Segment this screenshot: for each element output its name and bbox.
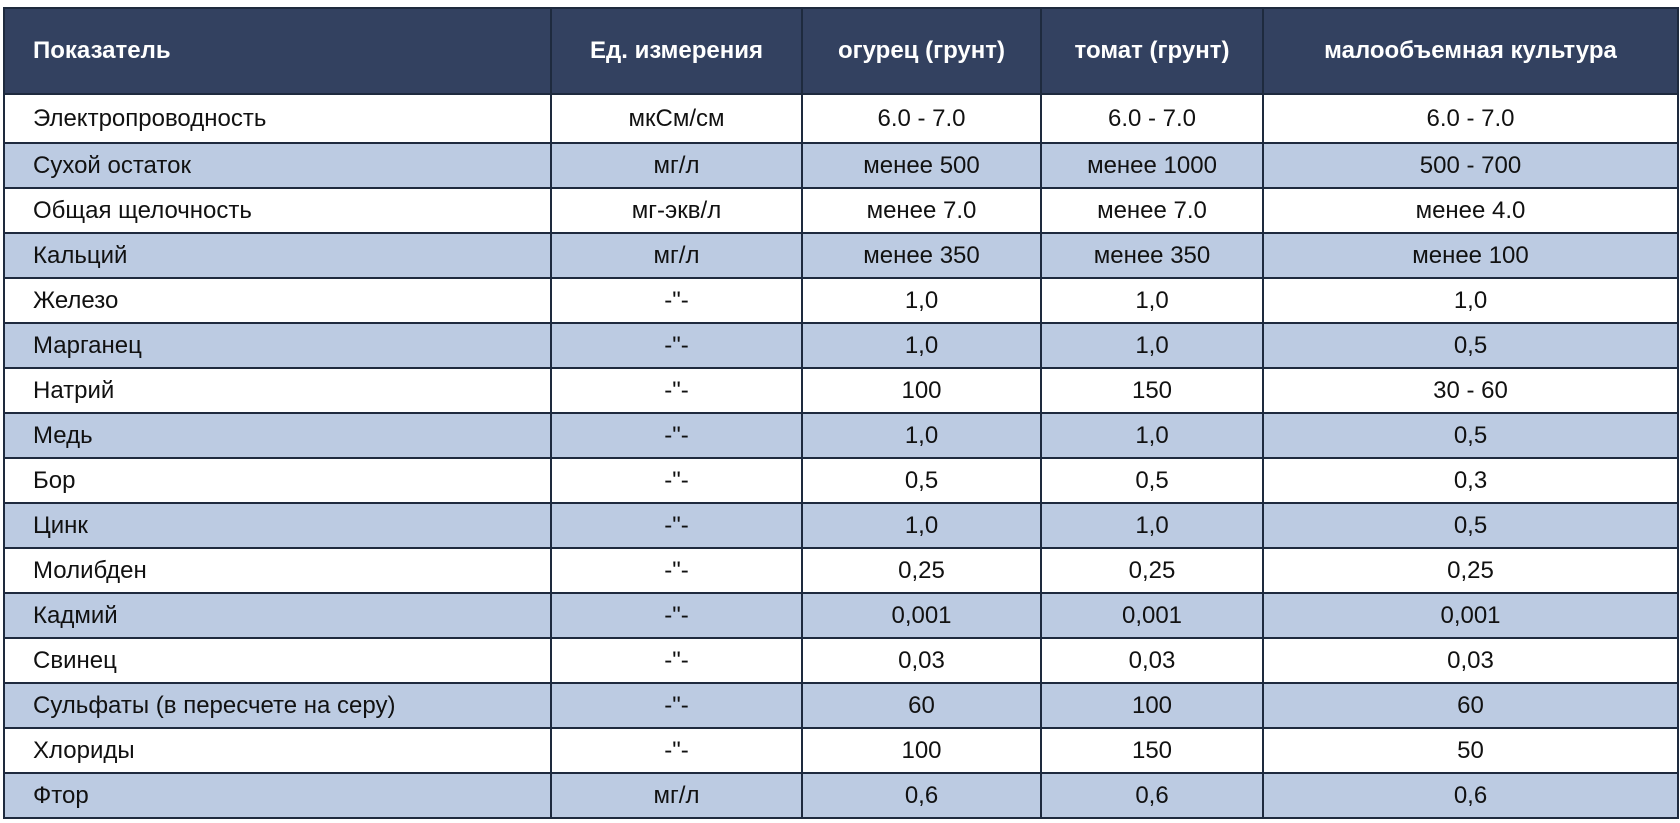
cell-indicator: Железо — [4, 278, 551, 323]
cell-unit: -"- — [551, 323, 802, 368]
cell-tomato: 1,0 — [1041, 413, 1263, 458]
cell-unit: мг/л — [551, 773, 802, 818]
column-header-unit: Ед. измерения — [551, 8, 802, 94]
cell-tomato: 150 — [1041, 728, 1263, 773]
cell-low-volume: 1,0 — [1263, 278, 1678, 323]
cell-indicator: Медь — [4, 413, 551, 458]
cell-indicator: Кадмий — [4, 593, 551, 638]
cell-indicator: Хлориды — [4, 728, 551, 773]
cell-tomato: 0,03 — [1041, 638, 1263, 683]
cell-low-volume: 50 — [1263, 728, 1678, 773]
header-row — [4, 8, 1678, 94]
cell-low-volume: менее 100 — [1263, 233, 1678, 278]
column-header-low-volume: малообъемная культура — [1263, 8, 1678, 94]
cell-indicator: Электропроводность — [4, 94, 551, 143]
cell-indicator: Молибден — [4, 548, 551, 593]
cell-cucumber: 1,0 — [802, 278, 1041, 323]
cell-indicator: Свинец — [4, 638, 551, 683]
cell-tomato: 1,0 — [1041, 278, 1263, 323]
cell-cucumber: 100 — [802, 368, 1041, 413]
cell-low-volume: 30 - 60 — [1263, 368, 1678, 413]
cell-cucumber: 0,5 — [802, 458, 1041, 503]
cell-low-volume: 0,5 — [1263, 323, 1678, 368]
table-row — [4, 368, 1678, 413]
cell-unit: мг/л — [551, 143, 802, 188]
table-row — [4, 413, 1678, 458]
cell-cucumber: 0,25 — [802, 548, 1041, 593]
cell-tomato: 0,001 — [1041, 593, 1263, 638]
table-header — [4, 8, 1678, 94]
cell-low-volume: 0,25 — [1263, 548, 1678, 593]
cell-low-volume: 0,5 — [1263, 413, 1678, 458]
cell-unit: -"- — [551, 728, 802, 773]
cell-indicator: Общая щелочность — [4, 188, 551, 233]
cell-low-volume: 0,6 — [1263, 773, 1678, 818]
cell-tomato: менее 1000 — [1041, 143, 1263, 188]
cell-low-volume: 0,001 — [1263, 593, 1678, 638]
cell-cucumber: менее 7.0 — [802, 188, 1041, 233]
table-row — [4, 233, 1678, 278]
table-row — [4, 683, 1678, 728]
table-row — [4, 458, 1678, 503]
cell-unit: мг-экв/л — [551, 188, 802, 233]
cell-low-volume: менее 4.0 — [1263, 188, 1678, 233]
cell-unit: -"- — [551, 503, 802, 548]
cell-unit: -"- — [551, 368, 802, 413]
cell-unit: -"- — [551, 683, 802, 728]
cell-indicator: Бор — [4, 458, 551, 503]
cell-unit: -"- — [551, 458, 802, 503]
cell-indicator: Цинк — [4, 503, 551, 548]
table-body — [4, 94, 1678, 818]
cell-cucumber: 1,0 — [802, 413, 1041, 458]
cell-low-volume: 60 — [1263, 683, 1678, 728]
cell-indicator: Кальций — [4, 233, 551, 278]
table-row — [4, 188, 1678, 233]
cell-low-volume: 0,5 — [1263, 503, 1678, 548]
cell-low-volume: 0,3 — [1263, 458, 1678, 503]
table-row — [4, 593, 1678, 638]
cell-cucumber: 0,03 — [802, 638, 1041, 683]
cell-cucumber: менее 350 — [802, 233, 1041, 278]
cell-cucumber: 1,0 — [802, 323, 1041, 368]
table-row — [4, 278, 1678, 323]
cell-indicator: Сухой остаток — [4, 143, 551, 188]
cell-cucumber: 6.0 - 7.0 — [802, 94, 1041, 143]
cell-unit: -"- — [551, 548, 802, 593]
cell-tomato: 0,6 — [1041, 773, 1263, 818]
cell-cucumber: 0,6 — [802, 773, 1041, 818]
table-row — [4, 728, 1678, 773]
cell-tomato: 6.0 - 7.0 — [1041, 94, 1263, 143]
cell-low-volume: 0,03 — [1263, 638, 1678, 683]
cell-tomato: менее 7.0 — [1041, 188, 1263, 233]
cell-unit: -"- — [551, 593, 802, 638]
cell-cucumber: 1,0 — [802, 503, 1041, 548]
cell-unit: мкСм/см — [551, 94, 802, 143]
cell-tomato: 100 — [1041, 683, 1263, 728]
cell-tomato: менее 350 — [1041, 233, 1263, 278]
table-row — [4, 503, 1678, 548]
cell-low-volume: 6.0 - 7.0 — [1263, 94, 1678, 143]
table-row — [4, 548, 1678, 593]
cell-low-volume: 500 - 700 — [1263, 143, 1678, 188]
cell-indicator: Сульфаты (в пересчете на серу) — [4, 683, 551, 728]
water-quality-table-container — [3, 7, 1677, 819]
table-row — [4, 638, 1678, 683]
cell-cucumber: менее 500 — [802, 143, 1041, 188]
cell-indicator: Марганец — [4, 323, 551, 368]
cell-tomato: 0,5 — [1041, 458, 1263, 503]
cell-cucumber: 60 — [802, 683, 1041, 728]
cell-cucumber: 100 — [802, 728, 1041, 773]
table-row — [4, 323, 1678, 368]
table-row — [4, 94, 1678, 143]
table-row — [4, 773, 1678, 818]
column-header-cucumber: огурец (грунт) — [802, 8, 1041, 94]
cell-tomato: 150 — [1041, 368, 1263, 413]
cell-tomato: 1,0 — [1041, 503, 1263, 548]
cell-tomato: 0,25 — [1041, 548, 1263, 593]
column-header-tomato: томат (грунт) — [1041, 8, 1263, 94]
cell-indicator: Натрий — [4, 368, 551, 413]
water-quality-table — [3, 7, 1679, 819]
cell-unit: -"- — [551, 638, 802, 683]
cell-unit: -"- — [551, 413, 802, 458]
cell-unit: мг/л — [551, 233, 802, 278]
column-header-indicator: Показатель — [4, 8, 551, 94]
cell-tomato: 1,0 — [1041, 323, 1263, 368]
table-row — [4, 143, 1678, 188]
cell-indicator: Фтор — [4, 773, 551, 818]
cell-cucumber: 0,001 — [802, 593, 1041, 638]
cell-unit: -"- — [551, 278, 802, 323]
